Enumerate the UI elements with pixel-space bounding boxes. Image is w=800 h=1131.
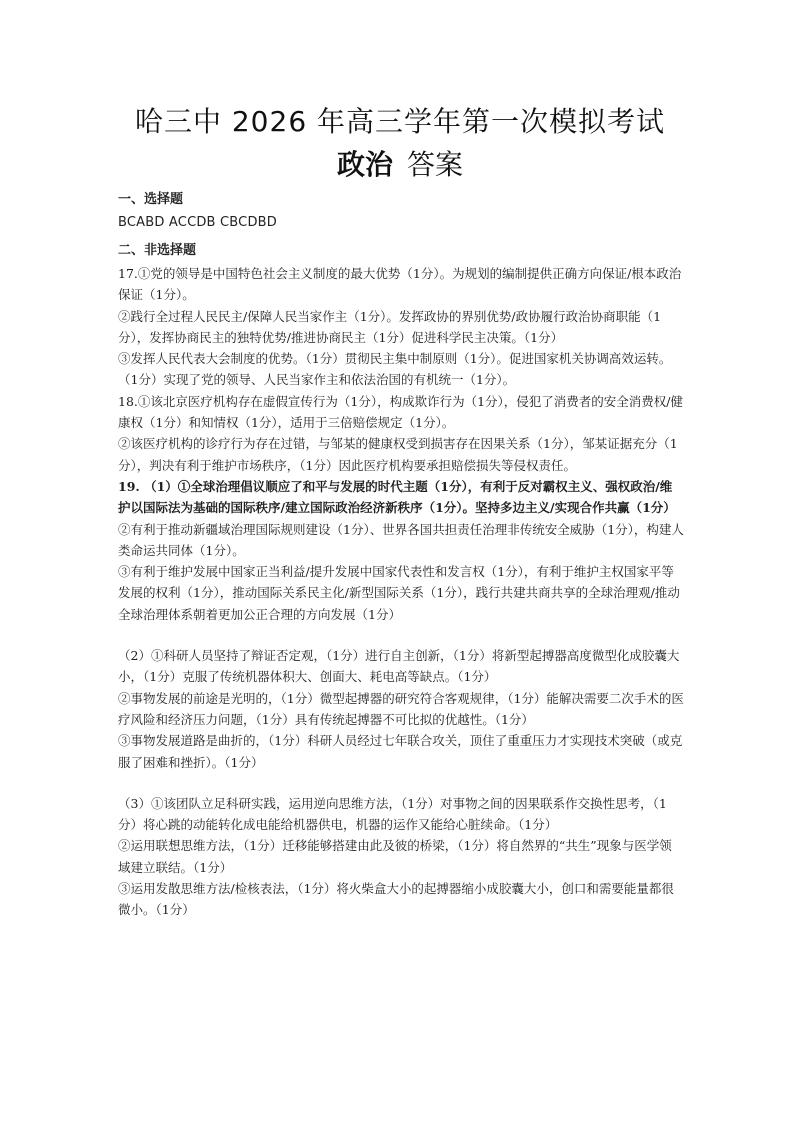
answer-paragraph-19-1-3: ③有利于维护发展中国家正当利益/提升发展中国家代表性和发言权（1分），有利于维护主权国家平等发展的权利（1分），推动国际关系民主化/新型国际关系（1分），践行共建共商共享的全球治理观/推动全球治理体系朝着更加公正合理的方向发展（1分） xyxy=(118,564,680,622)
section-heading-choice: 一、选择题 xyxy=(118,192,184,207)
answer-paragraph-19-2-2: ②事物发展的前途是光明的，（1分）微型起搏器的研究符合客观规律，（1分）能解决需要二次手术的医疗风险和经济压力问题，（1分）具有传统起搏器不可比拟的优越性。（1分） xyxy=(118,690,684,727)
spacer xyxy=(118,773,684,793)
choice-answers: BCABD ACCDB CBCDBD xyxy=(118,215,277,230)
answer-paragraph-17-1: 17.①党的领导是中国特色社会主义制度的最大优势（1分）。为规划的编制提供正确方向保证/根本政治保证（1分）。 xyxy=(118,266,682,303)
answer-paragraph-19-3-3: ③运用发散思维方法/检核表法，（1分）将火柴盒大小的起搏器缩小成胶囊大小，创口和需要能量都很微小。（1分） xyxy=(118,881,674,918)
answer-paragraph-19-3-1: （3）①该团队立足科研实践，运用逆向思维方法，（1分）对事物之间的因果联系作交换性思考，（1分）将心跳的动能转化成电能给机器供电，机器的运作又能给心脏续命。（1分） xyxy=(118,795,667,833)
answer-paragraph-19-2-1: （2）①科研人员坚持了辩证否定观，（1分）进行自主创新，（1分）将新型起搏器高度微型化成胶囊大小，（1分）克服了传统机器体积大、创面大、耗电高等缺点。（1分） xyxy=(118,648,680,685)
exam-title: 哈三中 2026 年高三学年第一次模拟考试 xyxy=(134,105,666,138)
answer-label: 答案 xyxy=(407,148,464,181)
answer-paragraph-19-2-3: ③事物发展道路是曲折的，（1分）科研人员经过七年联合攻关，顶住了重重压力才实现技术突破（或克服了困难和挫折）。（1分） xyxy=(118,733,683,770)
spacer xyxy=(118,625,684,645)
answer-paragraph-19-1-2: ②有利于推动新疆域治理国际规则建设（1分）、世界各国共担责任治理非传统安全威胁（1分），构建人类命运共同体（1分）。 xyxy=(118,521,684,558)
answer-paragraph-18-2: ②该医疗机构的诊疗行为存在过错，与邹某的健康权受到损害存在因果关系（1分），邹某证据充分（1分），判决有利于维护市场秩序，（1分）因此医疗机构要承担赔偿损失等侵权责任。 xyxy=(118,436,678,473)
answer-body xyxy=(118,263,684,921)
exam-subtitle xyxy=(0,143,800,183)
answer-paragraph-18-1: 18.①该北京医疗机构存在虚假宣传行为（1分），构成欺诈行为（1分），侵犯了消费者的安全消费权/健康权（1分）和知情权（1分），适用于三倍赔偿规定（1分）。 xyxy=(118,393,683,431)
subject-label: 政治 xyxy=(336,148,393,181)
answer-paragraph-17-2: ②践行全过程人民民主/保障人民当家作主（1分）。发挥政协的界别优势/政协履行政治协商职能（1分），发挥协商民主的独特优势/推进协商民主（1分）促进科学民主决策。（1分） xyxy=(118,308,662,345)
answer-paragraph-17-3: ③发挥人民代表大会制度的优势。（1分）贯彻民主集中制原则（1分）。促进国家机关协调高效运转。（1分）实现了党的领导、人民当家作主和依法治国的有机统一（1分）。 xyxy=(118,351,672,388)
answer-paragraph-19-1-1: 19. （1）①全球治理倡议顺应了和平与发展的时代主题（1分），有利于反对霸权主义、强权政治/维护以国际法为基础的国际秩序/建立国际政治经济新秩序（1分）。坚持多边主义/实现合作共赢（1分） xyxy=(118,478,676,516)
section-heading-nonchoice: 二、非选择题 xyxy=(118,243,197,258)
answer-paragraph-19-3-2: ②运用联想思维方法，（1分）迁移能够搭建由此及彼的桥梁，（1分）将自然界的“共生”现象与医学领域建立联结。（1分） xyxy=(118,838,672,875)
